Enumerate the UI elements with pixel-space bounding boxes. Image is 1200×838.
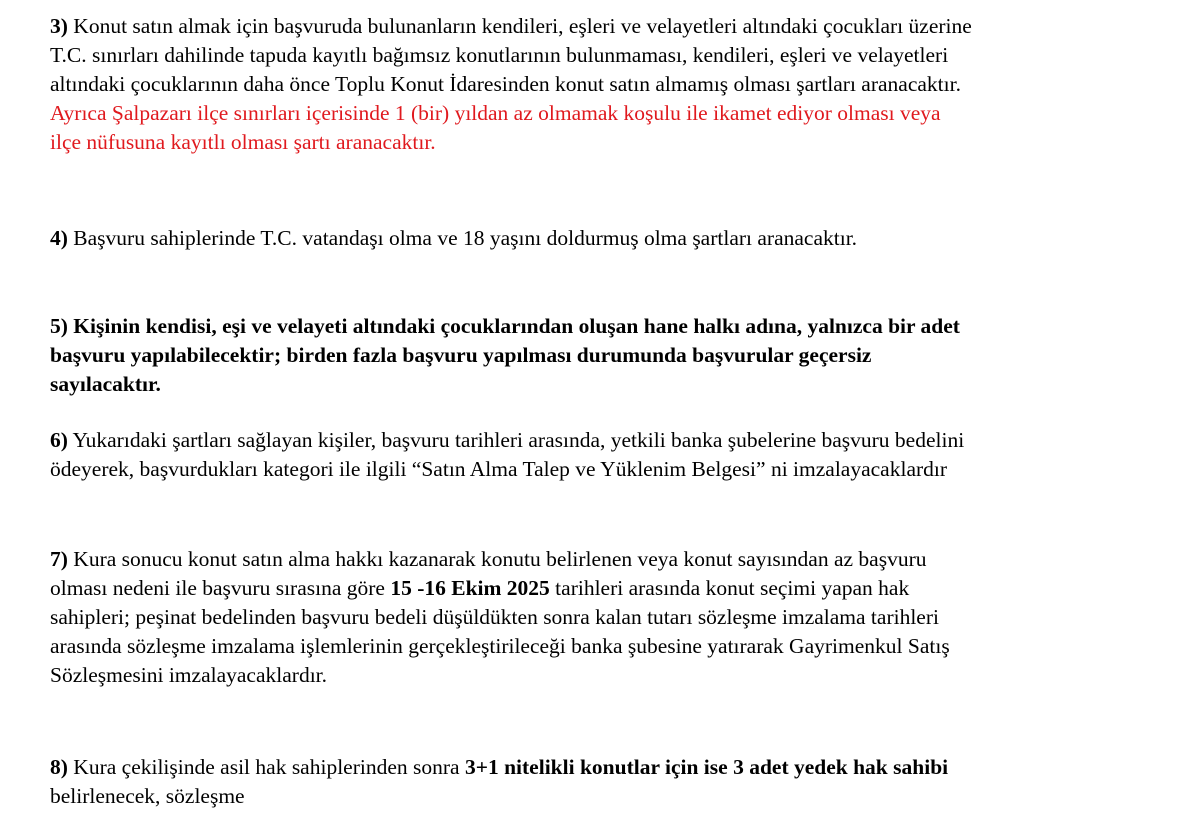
paragraph-8-line-1 [50,753,948,782]
paragraph-7-text-2b: tarihleri arasında konut seçimi yapan hak [549,576,910,600]
paragraph-7-line-2 [50,574,950,603]
paragraph-4 [50,224,857,253]
paragraph-6-line-2: ödeyerek, başvurdukları kategori ile ilgili “Satın Alma Talep ve Yüklenim Belgesi” ni imzalayacaklardır [50,457,948,481]
paragraph-7-line-4: arasında sözleşme imzalama işlemlerinin gerçekleştirileceği banka şubesine yatırarak Gayrimenkul Satış [50,634,950,658]
paragraph-5-line-2: başvuru yapılabilecektir; birden fazla başvuru yapılması durumunda başvurular geçersiz [50,343,872,367]
paragraph-7-number: 7) [50,547,68,571]
paragraph-3-number: 3) [50,14,68,38]
paragraph-3-red-line-2: ilçe nüfusuna kayıtlı olması şartı aranacaktır. [50,130,436,154]
paragraph-8-bold-text: 3+1 nitelikli konutlar için ise 3 adet yedek hak sahibi [464,755,949,779]
paragraph-3-text-1: Konut satın almak için başvuruda bulunanların kendileri, eşleri ve velayetleri altındaki çocukları üzerine [67,14,972,38]
paragraph-4-number: 4) [50,226,68,250]
paragraph-6 [50,426,964,484]
paragraph-8-line-2: belirlenecek, sözleşme [50,784,245,808]
paragraph-7 [50,545,950,690]
paragraph-8 [50,753,948,811]
paragraph-3-line-1 [50,12,972,41]
paragraph-5 [50,312,960,399]
paragraph-6-line-1 [50,426,964,455]
paragraph-7-text-1: Kura sonucu konut satın alma hakkı kazanarak konutu belirlenen veya konut sayısından az başvuru [67,547,927,571]
paragraph-3-line-3: altındaki çocuklarının daha önce Toplu Konut İdaresinden konut satın almamış olması şartları aranacaktır. [50,72,961,96]
paragraph-6-number: 6) [50,428,68,452]
paragraph-7-date-range: 15 -16 Ekim 2025 [390,576,550,600]
paragraph-8-text-1a: Kura çekilişinde asil hak sahiplerinden sonra [67,755,465,779]
paragraph-3 [50,12,972,157]
paragraph-4-line-1 [50,224,857,253]
paragraph-3-red-line-1: Ayrıca Şalpazarı ilçe sınırları içerisinde 1 (bir) yıldan az olmamak koşulu ile ikamet ediyor olması veya [50,101,941,125]
paragraph-6-text-1: Yukarıdaki şartları sağlayan kişiler, başvuru tarihleri arasında, yetkili banka şubelerine başvuru bedelini [67,428,965,452]
paragraph-5-line-3: sayılacaktır. [50,372,161,396]
paragraph-7-line-5: Sözleşmesini imzalayacaklardır. [50,663,328,687]
paragraph-5-line-1: 5) Kişinin kendisi, eşi ve velayeti altındaki çocuklarından oluşan hane halkı adına, yalnızca bir adet [50,314,960,338]
paragraph-7-line-1 [50,545,950,574]
paragraph-7-line-3: sahipleri; peşinat bedelinden başvuru bedeli düşüldükten sonra kalan tutarı sözleşme imzalama tarihleri [50,605,939,629]
paragraph-3-line-2: T.C. sınırları dahilinde tapuda kayıtlı bağımsız konutlarının bulunmaması, kendileri, eşleri ve velayetleri [50,43,949,67]
paragraph-4-text-1: Başvuru sahiplerinde T.C. vatandaşı olma ve 18 yaşını doldurmuş olma şartları aranacaktır. [67,226,858,250]
paragraph-8-number: 8) [50,755,68,779]
paragraph-7-text-2a: olması nedeni ile başvuru sırasına göre [50,576,391,600]
